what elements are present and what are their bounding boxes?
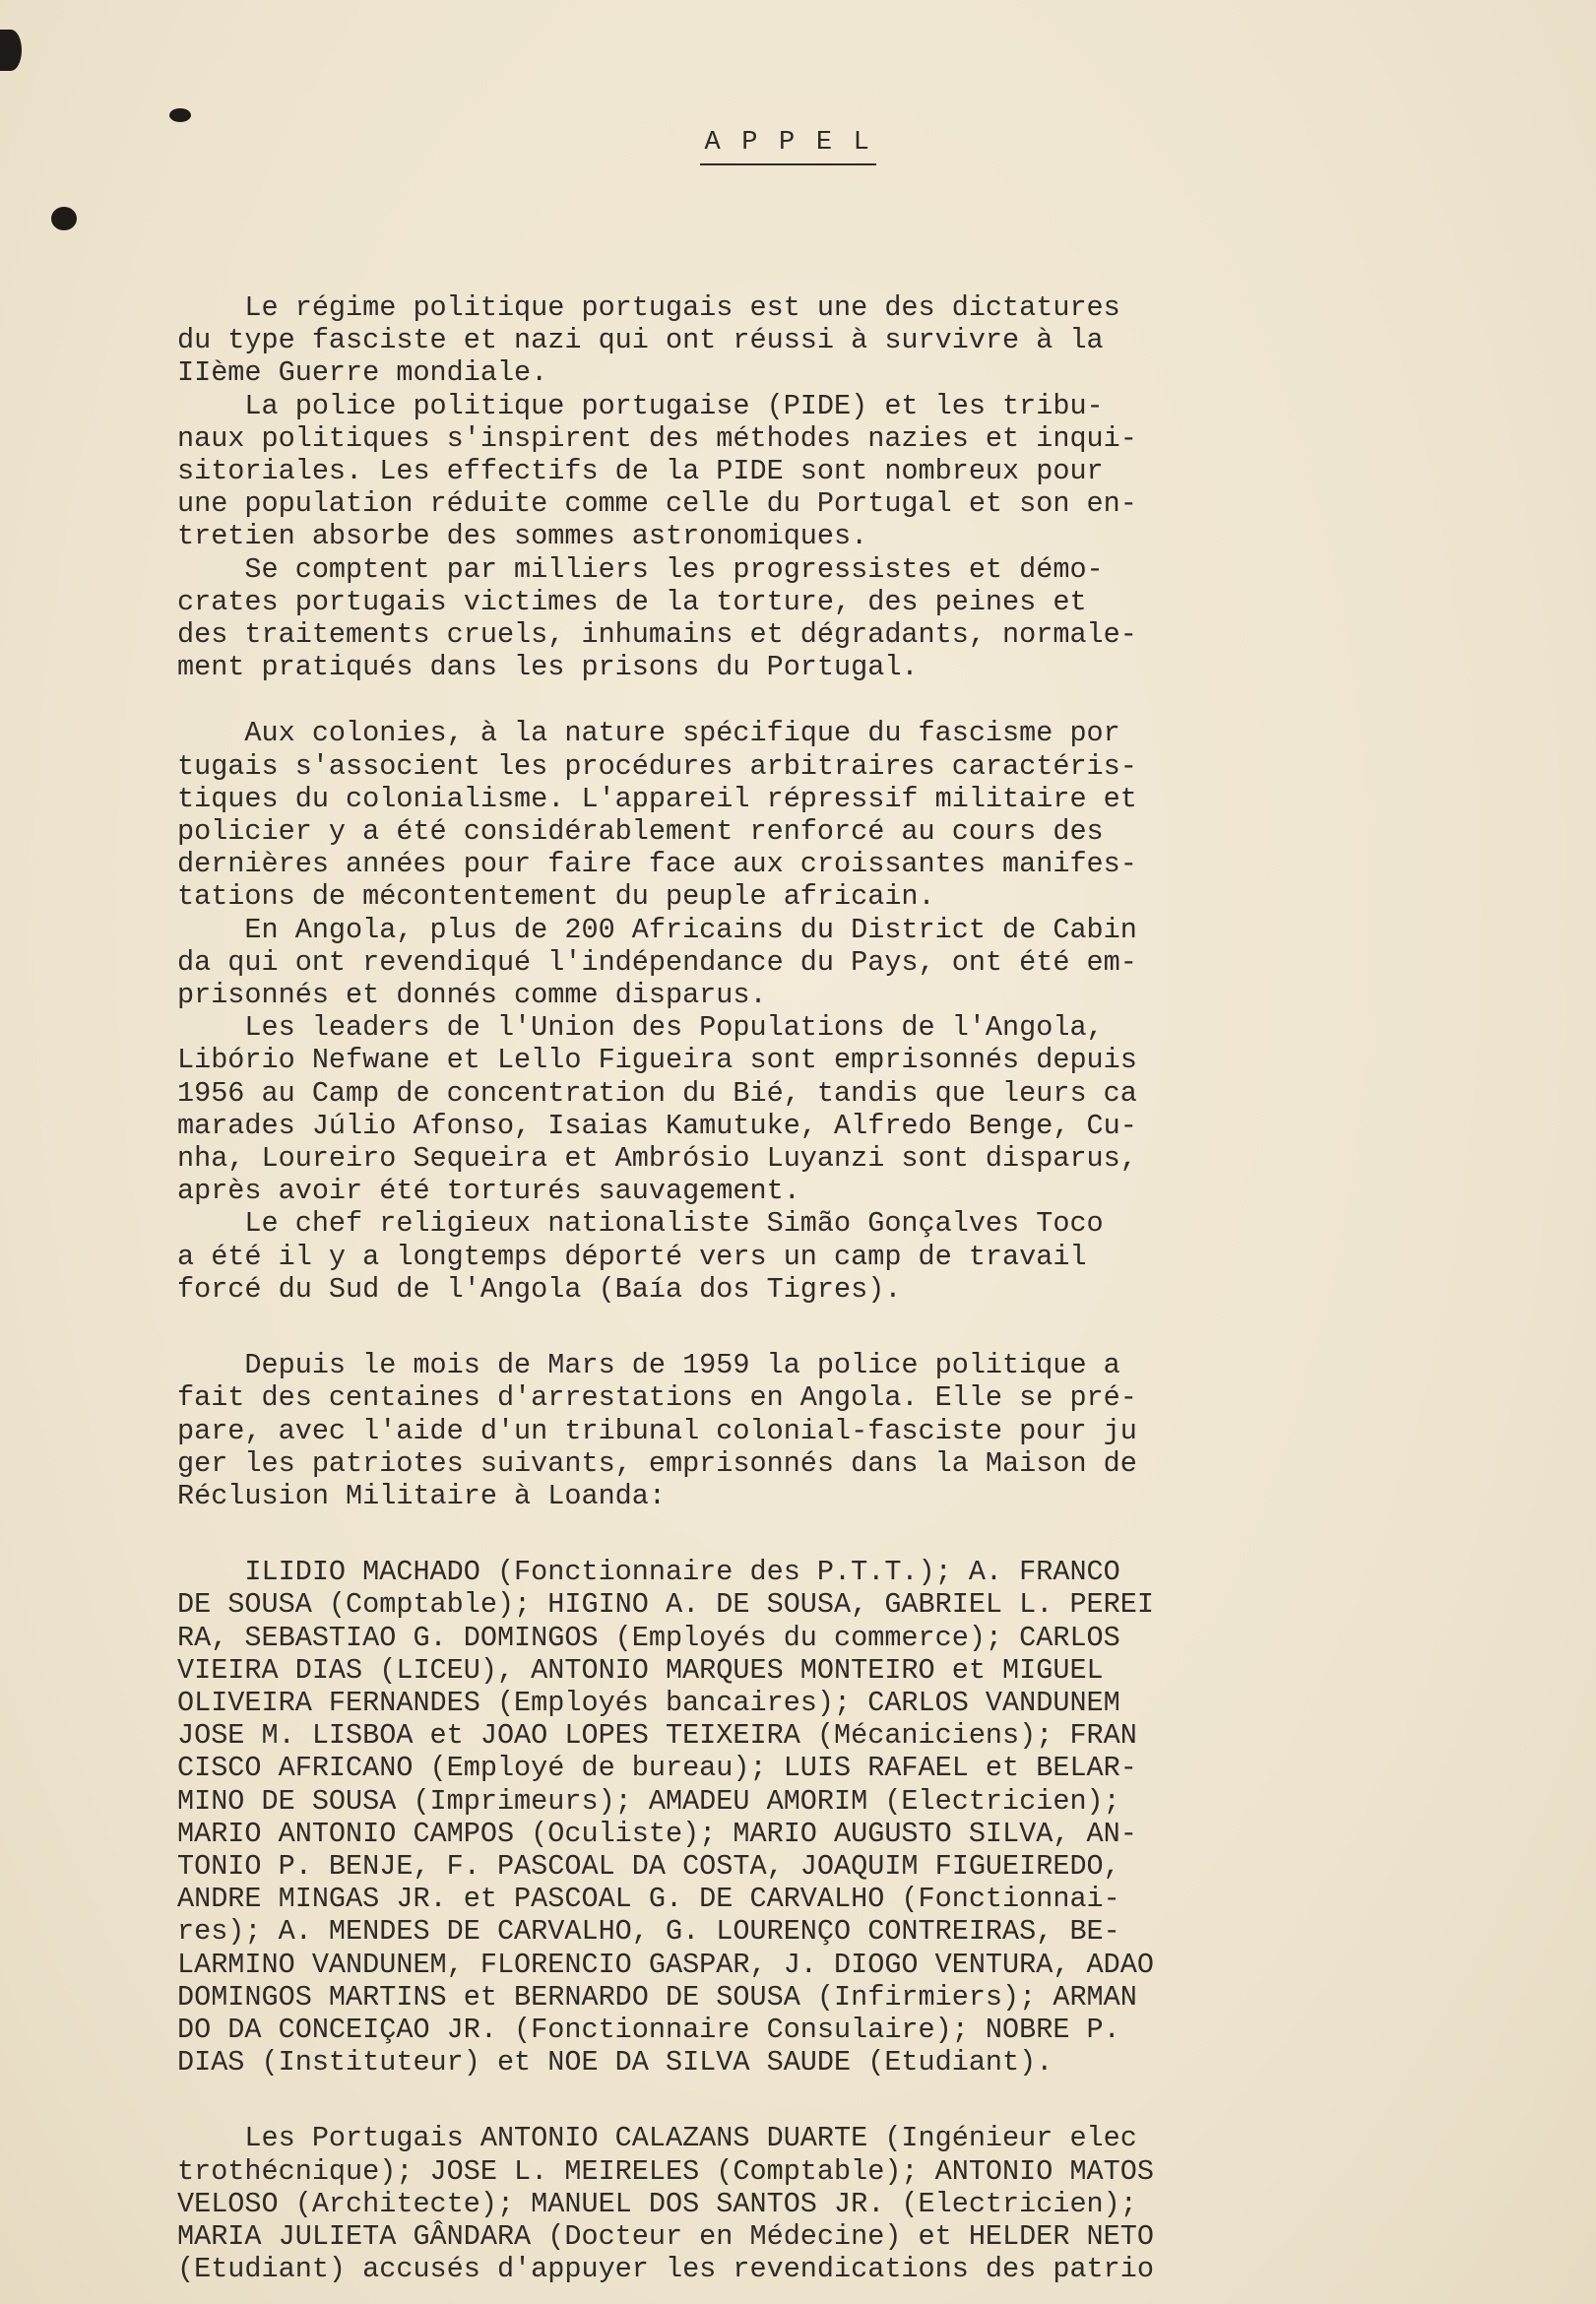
ink-blot (0, 30, 22, 71)
text-line: prisonnés et donnés comme disparus. (177, 979, 767, 1012)
text-line: OLIVEIRA FERNANDES (Employés bancaires); CARLOS VANDUNEM (177, 1686, 1120, 1719)
text-line: sitoriales. Les effectifs de la PIDE sont nombreux pour (177, 455, 1104, 488)
text-line: ger les patriotes suivants, emprisonnés dans la Maison de (177, 1446, 1137, 1480)
text-line: VELOSO (Architecte); MANUEL DOS SANTOS JR. (Electricien); (177, 2187, 1137, 2220)
text-line: du type fasciste et nazi qui ont réussi à survivre à la (177, 324, 1104, 357)
text-line: La police politique portugaise (PIDE) et les tribu- (177, 389, 1104, 422)
text-line: fait des centaines d'arrestations en Angola. Elle se pré- (177, 1381, 1137, 1415)
paragraph-portugais (177, 2122, 1370, 2285)
paragraph-colonies (177, 717, 1370, 1306)
text-line: JOSE M. LISBOA et JOAO LOPES TEIXEIRA (Mécaniciens); FRAN (177, 1719, 1137, 1753)
text-line: VIEIRA DIAS (LICEU), ANTONIO MARQUES MONTEIRO et MIGUEL (177, 1653, 1104, 1687)
text-line: nha, Loureiro Sequeira et Ambrósio Luyanzi sont disparus, (177, 1142, 1137, 1176)
text-line: tretien absorbe des sommes astronomiques. (177, 520, 868, 553)
text-line: DIAS (Instituteur) et NOE DA SILVA SAUDE (Etudiant). (177, 2046, 1053, 2080)
text-line: En Angola, plus de 200 Africains du District de Cabin (177, 913, 1137, 946)
paragraph-patriotes-list (177, 1556, 1370, 2079)
text-line: Aux colonies, à la nature spécifique du fascisme por (177, 717, 1120, 750)
text-line: Depuis le mois de Mars de 1959 la police politique a (177, 1349, 1120, 1382)
text-line: naux politiques s'inspirent des méthodes nazies et inqui- (177, 421, 1137, 455)
text-line: tiques du colonialisme. L'appareil répressif militaire et (177, 782, 1137, 815)
text-line: res); A. MENDES DE CARVALHO, G. LOURENÇO CONTREIRAS, BE- (177, 1915, 1120, 1949)
text-line: TONIO P. BENJE, F. PASCOAL DA COSTA, JOAQUIM FIGUEIREDO, (177, 1849, 1120, 1883)
text-line: policier y a été considérablement renforcé au cours des (177, 815, 1104, 849)
text-line: Les Portugais ANTONIO CALAZANS DUARTE (Ingénieur elec (177, 2122, 1137, 2155)
text-line: (Etudiant) accusés d'appuyer les revendications des patrio (177, 2253, 1154, 2286)
text-line: dernières années pour faire face aux croissantes manifes- (177, 848, 1137, 881)
text-line: Les leaders de l'Union des Populations de l'Angola, (177, 1011, 1104, 1045)
paragraph-dictature (177, 291, 1370, 683)
text-line: MARIA JULIETA GÂNDARA (Docteur en Médecine) et HELDER NETO (177, 2219, 1154, 2253)
text-line: une population réduite comme celle du Portugal et son en- (177, 487, 1137, 521)
text-line: pare, avec l'aide d'un tribunal colonial-fasciste pour ju (177, 1414, 1137, 1447)
text-line: MINO DE SOUSA (Imprimeurs); AMADEU AMORIM (Electricien); (177, 1784, 1120, 1818)
text-line: DOMINGOS MARTINS et BERNARDO DE SOUSA (Infirmiers); ARMAN (177, 1980, 1137, 2014)
text-line: IIème Guerre mondiale. (177, 356, 548, 390)
text-line: des traitements cruels, inhumains et dégradants, normale- (177, 618, 1137, 652)
text-line: a été il y a longtemps déporté vers un camp de travail (177, 1240, 1087, 1273)
text-line: marades Júlio Afonso, Isaias Kamutuke, Alfredo Benge, Cu- (177, 1109, 1137, 1142)
text-line: MARIO ANTONIO CAMPOS (Oculiste); MARIO AUGUSTO SILVA, AN- (177, 1817, 1137, 1850)
ink-blot (169, 108, 191, 122)
text-line: après avoir été torturés sauvagement. (177, 1175, 800, 1208)
text-line: DE SOUSA (Comptable); HIGINO A. DE SOUSA, GABRIEL L. PEREI (177, 1588, 1154, 1622)
text-line: RA, SEBASTIAO G. DOMINGOS (Employés du commerce); CARLOS (177, 1621, 1120, 1654)
text-line: tugais s'associent les procédures arbitraires caractéris- (177, 749, 1137, 783)
text-line: LARMINO VANDUNEM, FLORENCIO GASPAR, J. DIOGO VENTURA, ADAO (177, 1948, 1154, 1981)
paragraph-arrestations (177, 1349, 1370, 1512)
text-line: crates portugais victimes de la torture, des peines et (177, 585, 1087, 618)
text-line: CISCO AFRICANO (Employé de bureau); LUIS RAFAEL et BELAR- (177, 1752, 1137, 1785)
text-line: 1956 au Camp de concentration du Bié, tandis que leurs ca (177, 1076, 1137, 1110)
text-line: tations de mécontentement du peuple africain. (177, 880, 935, 914)
page-title: A P P E L (207, 128, 1370, 165)
text-line: Se comptent par milliers les progressistes et démo- (177, 552, 1104, 586)
text-line: Le chef religieux nationaliste Simão Gonçalves Toco (177, 1207, 1104, 1241)
text-line: trothécnique); JOSE L. MEIRELES (Comptable); ANTONIO MATOS (177, 2154, 1154, 2188)
text-line: ANDRE MINGAS JR. et PASCOAL G. DE CARVALHO (Fonctionnai- (177, 1883, 1120, 1916)
text-line: forcé du Sud de l'Angola (Baía dos Tigres). (177, 1272, 902, 1306)
text-line: Le régime politique portugais est une des dictatures (177, 291, 1120, 324)
text-line: da qui ont revendiqué l'indépendance du Pays, ont été em- (177, 945, 1137, 979)
text-line: Libório Nefwane et Lello Figueira sont emprisonnés depuis (177, 1044, 1137, 1077)
text-line: ILIDIO MACHADO (Fonctionnaire des P.T.T.); A. FRANCO (177, 1556, 1120, 1589)
text-line: ment pratiqués dans les prisons du Portugal. (177, 651, 919, 684)
text-line: DO DA CONCEIÇAO JR. (Fonctionnaire Consulaire); NOBRE P. (177, 2013, 1120, 2046)
ink-blot (51, 207, 77, 230)
text-line: Réclusion Militaire à Loanda: (177, 1479, 666, 1512)
